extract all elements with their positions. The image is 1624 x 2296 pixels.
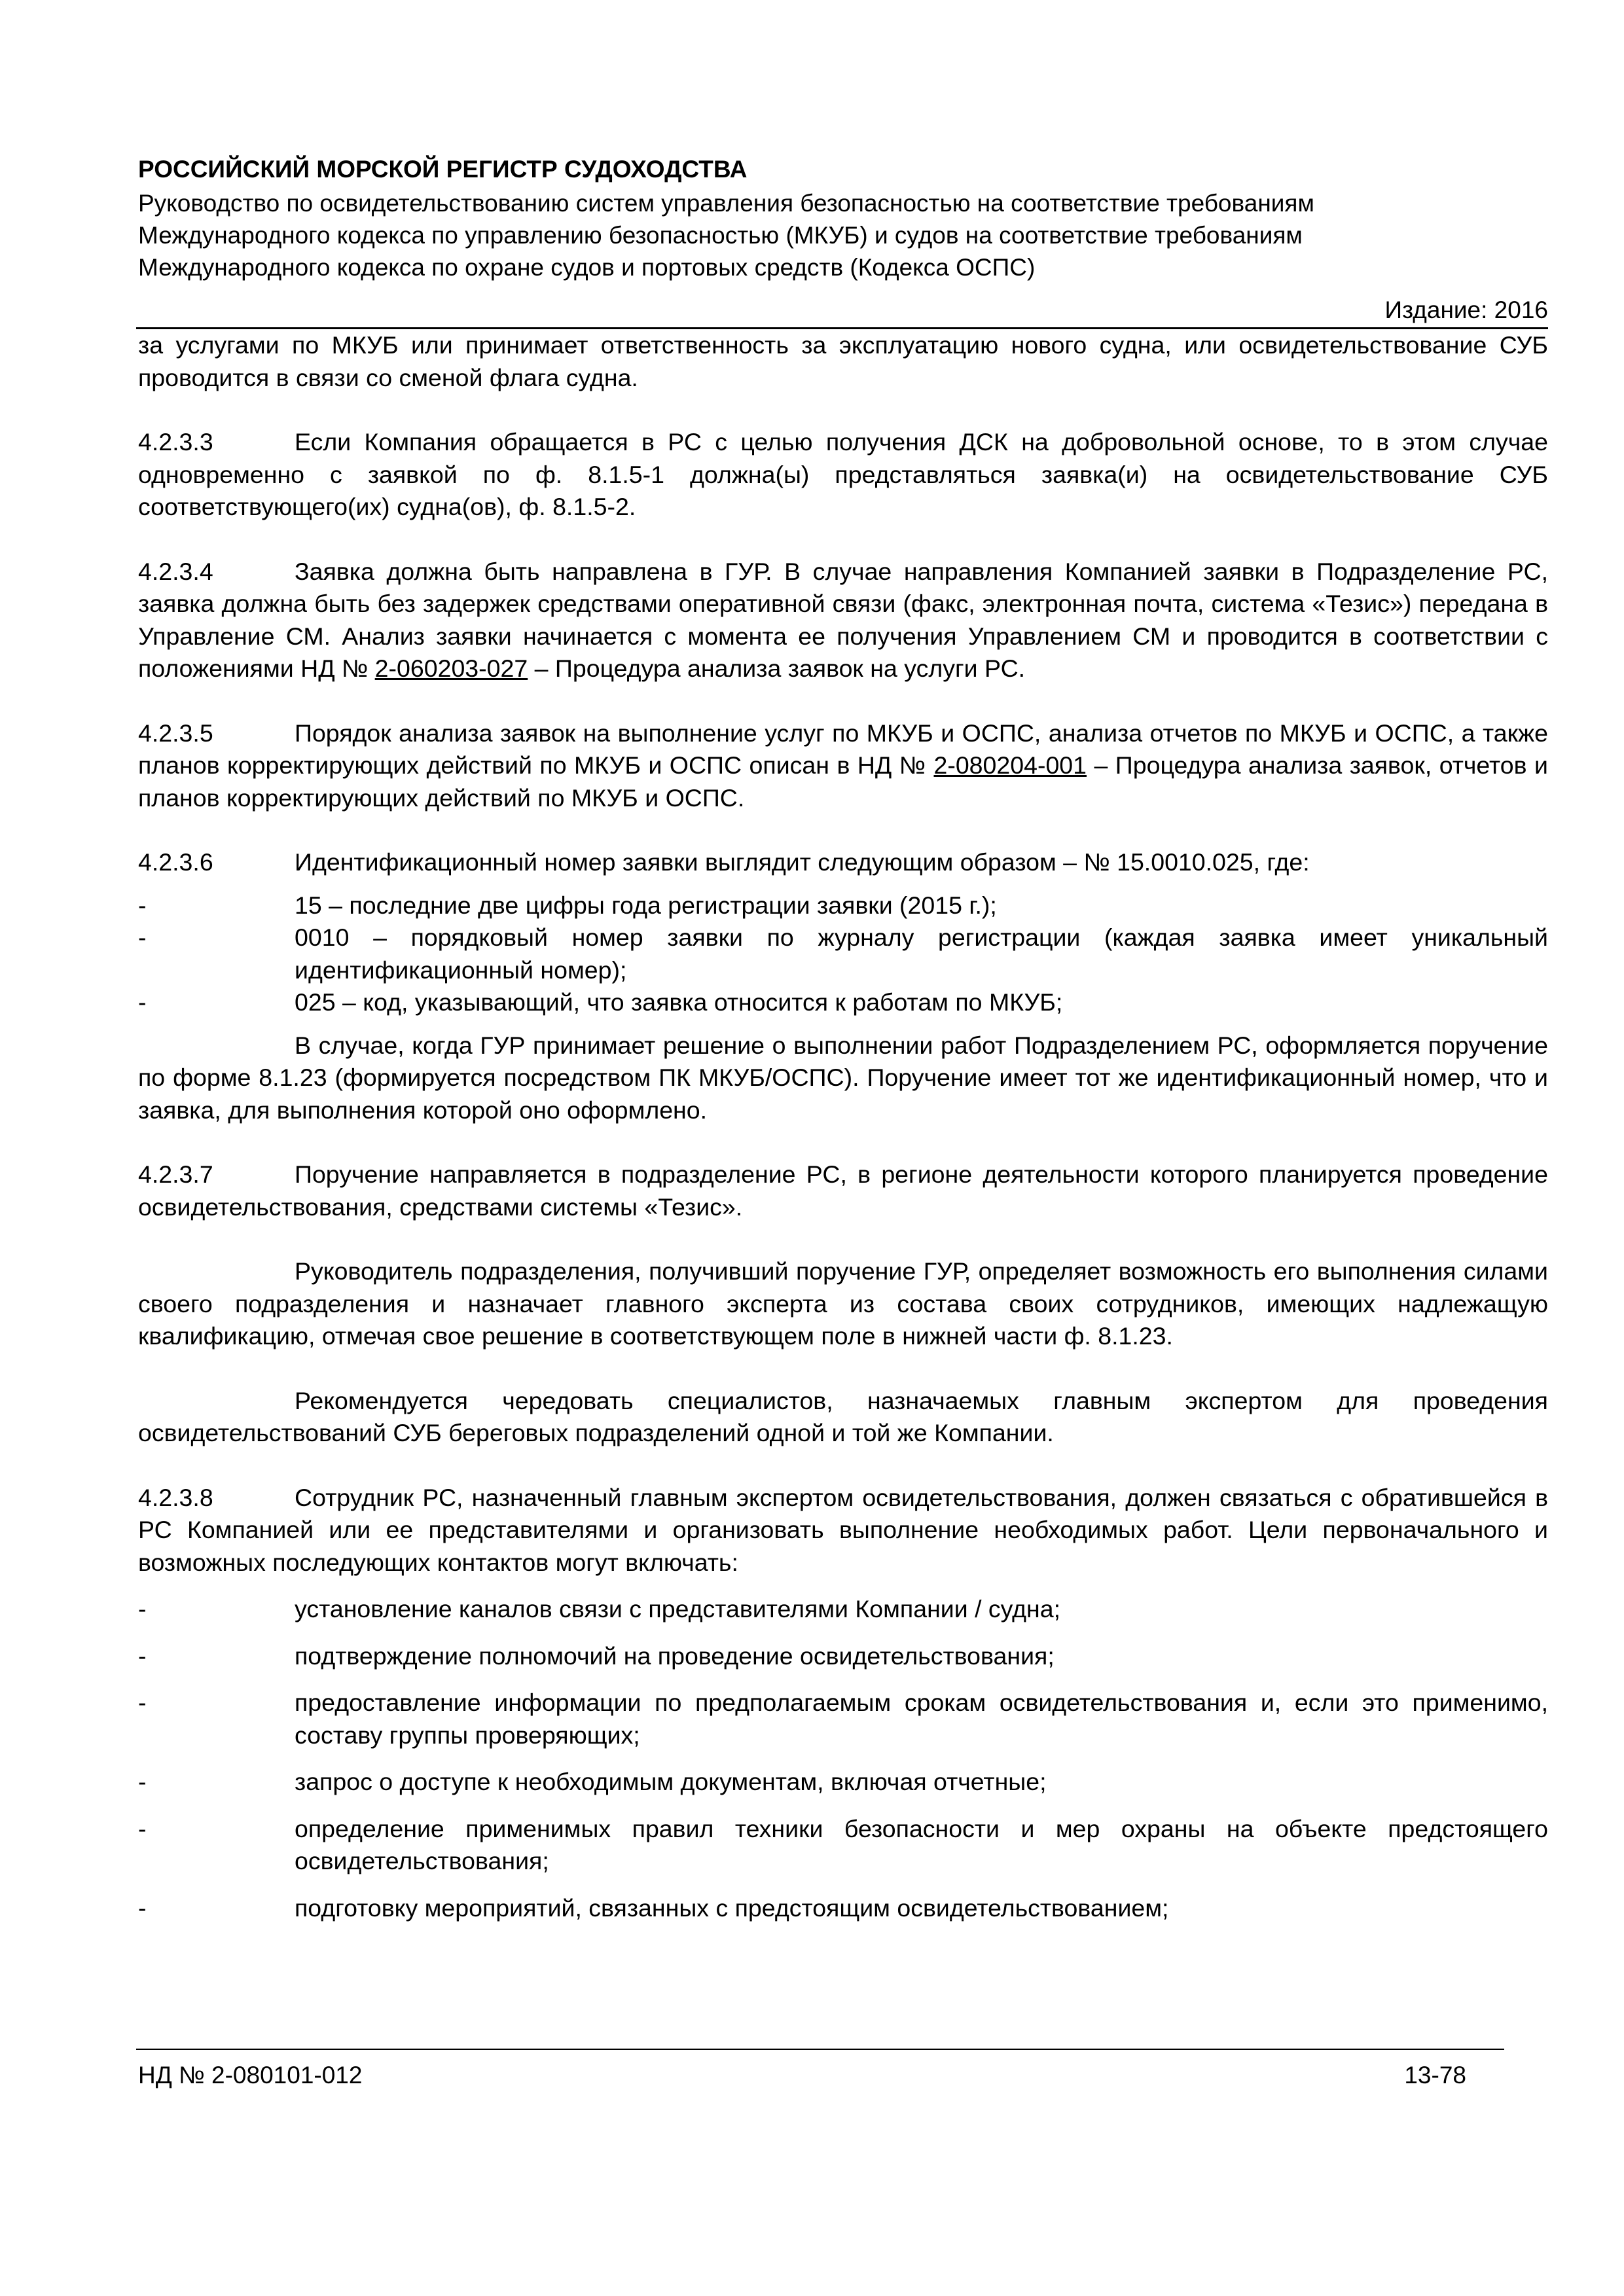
section-number: 4.2.3.7 bbox=[138, 1160, 213, 1188]
footer-page-number: 13-78 bbox=[1404, 2062, 1466, 2089]
paragraph bbox=[138, 1030, 1548, 1127]
document-reference-link[interactable]: 2-080204-001 bbox=[933, 751, 1087, 779]
list-item bbox=[138, 889, 1548, 922]
section-text: Сотрудник РС, назначенный главным экспертом освидетельствования, должен связаться с обратившейся в РС Компанией или ее представителями и организовать выполнение необходимых работ. Цели первоначального и возможных последующих контактов могут включать: bbox=[138, 1483, 1548, 1576]
list-item-text: установление каналов связи с представителями Компании / судна; bbox=[295, 1595, 1061, 1623]
list-dash: - bbox=[138, 988, 147, 1016]
paragraph-text: В случае, когда ГУР принимает решение о выполнении работ Подразделением РС, оформляется поручение по форме 8.1.23 (формируется посредством ПК МКУБ/ОСПС). Поручение имеет тот же идентификационный номер, что и заявка, для выполнения которой оно оформлено. bbox=[138, 1031, 1548, 1124]
list-dash: - bbox=[138, 891, 147, 919]
list-dash: - bbox=[138, 1595, 147, 1623]
list-item bbox=[138, 1640, 1548, 1673]
section-4-2-3-5 bbox=[138, 717, 1548, 815]
section-number: 4.2.3.5 bbox=[138, 719, 213, 747]
section-4-2-3-6 bbox=[138, 846, 1548, 879]
list-item bbox=[138, 986, 1548, 1019]
list-item-text: определение применимых правил техники безопасности и мер охраны на объекте предстоящего освидетельствования; bbox=[295, 1814, 1548, 1874]
header-title-line: Международного кодекса по охране судов и портовых средств (Кодекса ОСПС) bbox=[138, 254, 1036, 281]
list-item-text: запрос о доступе к необходимым документам, включая отчетные; bbox=[295, 1768, 1047, 1795]
paragraph-text: за услугами по МКУБ или принимает ответственность за эксплуатацию нового судна, или освидетельствование СУБ проводится в связи со сменой флага судна. bbox=[138, 331, 1548, 391]
footer-document-number: НД № 2-080101-012 bbox=[138, 2062, 363, 2089]
list-item bbox=[138, 1593, 1548, 1626]
section-text: Поручение направляется в подразделение РС, в регионе деятельности которого планируется проведение освидетельствования, средствами системы «Тезис». bbox=[138, 1160, 1548, 1221]
section-4-2-3-3 bbox=[138, 426, 1548, 524]
list-item-text: 0010 – порядковый номер заявки по журналу регистрации (каждая заявка имеет уникальный идентификационный номер); bbox=[295, 924, 1548, 984]
section-text: Заявка должна быть направлена в ГУР. В случае направления Компанией заявки в Подразделение РС, заявка должна быть без задержек средствами оперативной связи (факс, электронная почта, система «Тезис») передана в Управление СМ. Анализ заявки начинается с момента ее получения Управлением СМ и проводится в соответствии с положениями НД № bbox=[138, 557, 1548, 682]
paragraph bbox=[138, 1255, 1548, 1353]
section-number: 4.2.3.4 bbox=[138, 557, 213, 585]
header-organization: РОССИЙСКИЙ МОРСКОЙ РЕГИСТР СУДОХОДСТВА bbox=[138, 156, 748, 183]
list-item-text: подтверждение полномочий на проведение освидетельствования; bbox=[295, 1641, 1055, 1670]
document-body bbox=[138, 329, 1548, 1939]
list-dash: - bbox=[138, 1893, 147, 1922]
section-4-2-3-8 bbox=[138, 1482, 1548, 1579]
paragraph-text: Рекомендуется чередовать специалистов, назначаемых главным экспертом для проведения освидетельствований СУБ береговых подразделений одной и той же Компании. bbox=[138, 1386, 1548, 1446]
section-number: 4.2.3.8 bbox=[138, 1483, 213, 1511]
header-title-line: Руководство по освидетельствованию систем управления безопасностью на соответствие требованиям bbox=[138, 190, 1314, 217]
section-number: 4.2.3.3 bbox=[138, 428, 213, 456]
list-item-text: предоставление информации по предполагаемым срокам освидетельствования и, если это применимо, составу группы проверяющих; bbox=[295, 1689, 1548, 1749]
section-number: 4.2.3.6 bbox=[138, 848, 213, 876]
section-4-2-3-4 bbox=[138, 556, 1548, 685]
paragraph-text: Руководитель подразделения, получивший поручение ГУР, определяет возможность его выполнения силами своего подразделения и назначает главного эксперта из состава своих сотрудников, имеющих надлежащую квалификацию, отмечая свое решение в соответствующем поле в нижней части ф. 8.1.23. bbox=[138, 1257, 1548, 1350]
list-item bbox=[138, 1813, 1548, 1878]
list-dash: - bbox=[138, 1689, 147, 1716]
section-text: Идентификационный номер заявки выглядит следующим образом – № 15.0010.025, где: bbox=[295, 848, 1310, 876]
paragraph bbox=[138, 1385, 1548, 1450]
list-dash: - bbox=[138, 1641, 147, 1670]
list-dash: - bbox=[138, 1814, 147, 1842]
header-edition: Издание: 2016 bbox=[1384, 296, 1548, 323]
list-item bbox=[138, 1892, 1548, 1925]
section-text: Порядок анализа заявок на выполнение услуг по МКУБ и ОСПС, анализа отчетов по МКУБ и ОСПС, а также планов корректирующих действий по МКУБ и ОСПС описан в НД № bbox=[138, 719, 1548, 779]
list-item bbox=[138, 1766, 1548, 1799]
document-reference-link[interactable]: 2-060203-027 bbox=[374, 655, 528, 682]
section-4-2-3-7 bbox=[138, 1158, 1548, 1223]
list-dash: - bbox=[138, 1768, 147, 1795]
list-item-text: 025 – код, указывающий, что заявка относится к работам по МКУБ; bbox=[295, 988, 1063, 1016]
list-item-text: подготовку мероприятий, связанных с предстоящим освидетельствованием; bbox=[295, 1893, 1169, 1922]
list-dash: - bbox=[138, 924, 147, 951]
list-item-text: 15 – последние две цифры года регистрации заявки (2015 г.); bbox=[295, 891, 997, 919]
section-text: – Процедура анализа заявок на услуги РС. bbox=[528, 655, 1026, 682]
footer-divider bbox=[136, 2049, 1504, 2050]
header-title-line: Международного кодекса по управлению безопасностью (МКУБ) и судов на соответствие требованиям bbox=[138, 222, 1303, 249]
list-item bbox=[138, 922, 1548, 986]
section-text: – Процедура анализа заявок, отчетов и планов корректирующих действий по МКУБ и ОСПС. bbox=[138, 751, 1548, 812]
header-title bbox=[138, 187, 1545, 283]
list-item bbox=[138, 1687, 1548, 1751]
paragraph-continuation bbox=[138, 329, 1548, 394]
section-text: Если Компания обращается в РС с целью получения ДСК на добровольной основе, то в этом случае одновременно с заявкой по ф. 8.1.5-1 должна(ы) представляться заявка(и) на освидетельствование СУБ соответствующего(их) судна(ов), ф. 8.1.5-2. bbox=[138, 428, 1548, 520]
